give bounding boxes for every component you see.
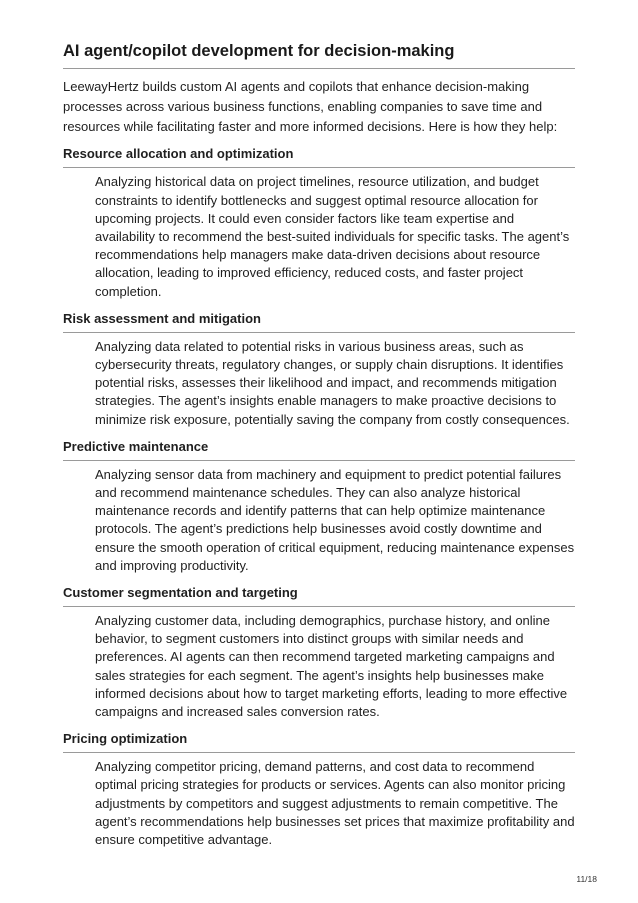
section-body: Analyzing competitor pricing, demand patterns, and cost data to recommend optimal pricing strategies for products or services. Agents can also monitor pricing adjustments by competitors and suggest adjustments to remain competitive. The agent’s recommendations help businesses set prices that maximize profitability and ensure competitive advantage. <box>95 759 575 848</box>
section-divider <box>63 167 575 168</box>
section-heading: Customer segmentation and targeting <box>63 585 298 601</box>
section-pricing-optimization <box>63 730 575 849</box>
section-heading: Predictive maintenance <box>63 438 209 454</box>
section-risk-assessment <box>63 310 575 429</box>
section-heading: Pricing optimization <box>63 731 188 747</box>
section-divider <box>63 752 575 753</box>
section-body: Analyzing data related to potential risks in various business areas, such as cybersecurity threats, regulatory changes, or supply chain disruptions. It identifies potential risks, assesses their likelihood and impact, and recommends mitigation strategies. The agent’s insights enable managers to make proactive decisions to minimize risk exposure, potentially saving the company from costly consequences. <box>95 338 570 427</box>
section-heading: Risk assessment and mitigation <box>63 310 261 326</box>
section-heading: Resource allocation and optimization <box>63 146 294 162</box>
page-title: AI agent/copilot development for decision-making <box>63 42 455 60</box>
section-divider <box>63 460 575 461</box>
section-body: Analyzing customer data, including demographics, purchase history, and online behavior, to segment customers into distinct groups with similar needs and preferences. AI agents can then recommend targeted marketing campaigns and sales strategies for each segment. The agent’s insights help businesses make informed decisions about how to target marketing efforts, leading to more effective campaigns and increased sales conversion rates. <box>95 613 568 720</box>
section-body: Analyzing sensor data from machinery and equipment to predict potential failures and recommend maintenance schedules. They can also analyze historical maintenance records and identify patterns that can help optimize maintenance protocols. The agent’s predictions help businesses avoid costly downtime and ensure the smooth operation of critical equipment, reducing maintenance expenses and improving productivity. <box>95 466 575 573</box>
section-divider <box>63 606 575 607</box>
title-divider <box>63 68 575 69</box>
intro-paragraph: LeewayHertz builds custom AI agents and copilots that enhance decision-making processes across various business functions, enabling companies to save time and resources while facilitating faster and more informed decisions. Here is how they help: <box>63 79 558 134</box>
page-number: 11/18 <box>576 874 597 884</box>
section-body: Analyzing historical data on project timelines, resource utilization, and budget constraints to identify bottlenecks and suggest optimal resource allocation for upcoming projects. It could even consider factors like team expertise and availability to recommend the best-suited individuals for specific tasks. The agent’s recommendations help managers make data-driven decisions about resource allocation, leading to improved efficiency, reduced costs, and faster project completion. <box>95 174 570 299</box>
section-divider <box>63 332 575 333</box>
section-customer-segmentation <box>63 584 575 721</box>
document-page <box>63 40 575 849</box>
section-resource-allocation <box>63 145 575 300</box>
section-predictive-maintenance <box>63 438 575 575</box>
